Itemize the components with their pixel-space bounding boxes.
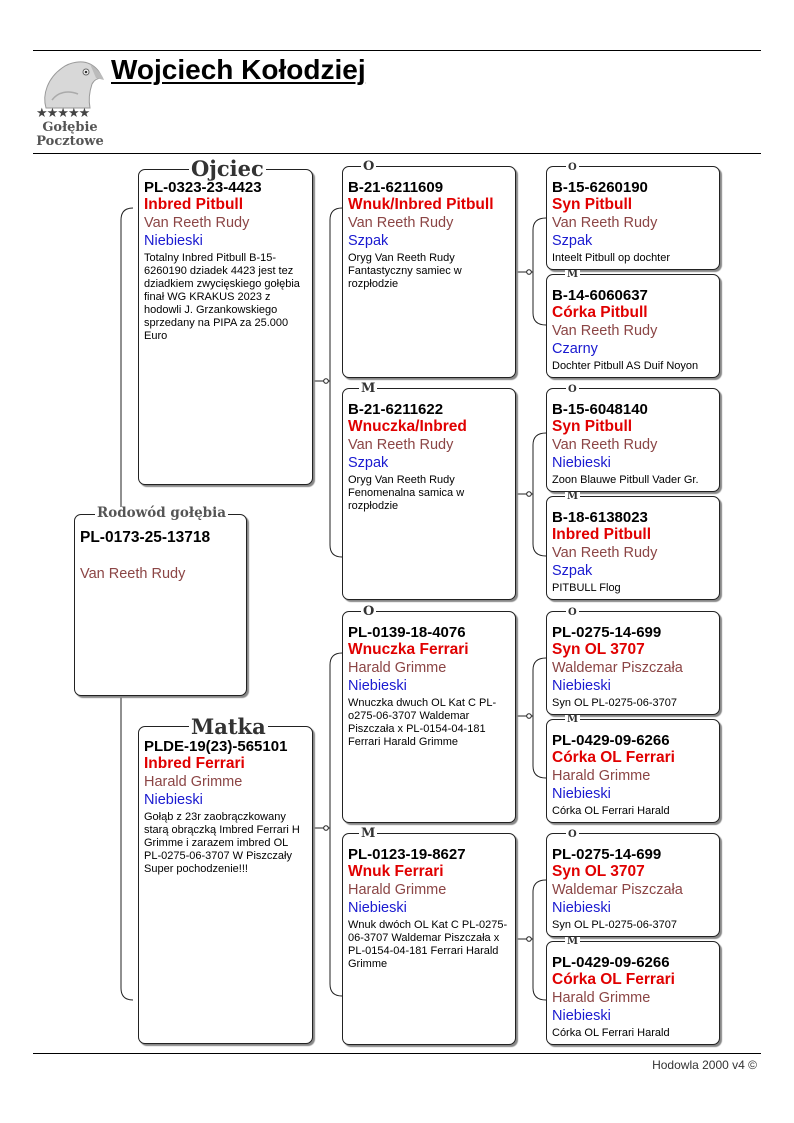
mmm-color: Niebieski: [552, 1008, 611, 1024]
mff-ring-number: PL-0275-14-699: [552, 624, 662, 641]
ff-label: O: [363, 159, 375, 174]
fff-name: Syn Pitbull: [552, 196, 633, 213]
fmf-color: Niebieski: [552, 455, 611, 471]
mmf-description: Syn OL PL-0275-06-3707: [552, 919, 677, 931]
ffm-owner: Van Reeth Rudy: [552, 323, 658, 339]
mff-description: Syn OL PL-0275-06-3707: [552, 697, 677, 709]
mm-label: M: [361, 826, 376, 841]
mmm-card[interactable]: [546, 941, 720, 1045]
subject-owner: Van Reeth Rudy: [80, 566, 186, 582]
ff-color: Szpak: [348, 233, 389, 249]
mff-owner: Waldemar Piszczała: [552, 660, 683, 676]
subject-label: Rodowód gołębia: [97, 505, 226, 521]
fm-name: Wnuczka/Inbred: [348, 418, 467, 435]
subject-card[interactable]: [74, 514, 247, 696]
mfm-color: Niebieski: [552, 786, 611, 802]
fmm-name: Inbred Pitbull: [552, 526, 652, 543]
mfm-description: Córka OL Ferrari Harald: [552, 805, 670, 817]
mmf-owner: Waldemar Piszczała: [552, 882, 683, 898]
mother-color: Niebieski: [144, 792, 203, 808]
mmm-name: Córka OL Ferrari: [552, 971, 675, 988]
ffm-color: Czarny: [552, 341, 598, 357]
mother-label: Matka: [191, 714, 266, 739]
fm-ring-number: B-21-6211622: [348, 401, 444, 418]
mff-color: Niebieski: [552, 678, 611, 694]
mff-card[interactable]: [546, 611, 720, 715]
fmm-color: Szpak: [552, 563, 593, 579]
mm-color: Niebieski: [348, 900, 407, 916]
mmm-label: M: [567, 936, 579, 947]
mm-name: Wnuk Ferrari: [348, 863, 444, 880]
logo-text-line2: Pocztowe: [36, 134, 104, 149]
fmf-label: O: [568, 384, 577, 395]
mfm-ring-number: PL-0429-09-6266: [552, 732, 670, 749]
fmf-card[interactable]: [546, 388, 720, 492]
mf-card[interactable]: [342, 611, 516, 823]
mf-label: O: [363, 604, 375, 619]
fff-ring-number: B-15-6260190: [552, 179, 648, 196]
mm-description: Wnuk dwóch OL Kat C PL-0275-06-3707 Waldemar Piszczała x PL-0154-04-181 Ferrari Harald Grimme: [348, 919, 508, 970]
mfm-name: Córka OL Ferrari: [552, 749, 675, 766]
fmm-label: M: [567, 491, 579, 502]
fmm-card[interactable]: [546, 496, 720, 600]
fm-color: Szpak: [348, 455, 389, 471]
fmf-description: Zoon Blauwe Pitbull Vader Gr.: [552, 474, 699, 486]
ffm-description: Dochter Pitbull AS Duif Noyon: [552, 360, 699, 372]
footer-credit: Hodowla 2000 v4 ©: [652, 1058, 757, 1072]
mm-ring-number: PL-0123-19-8627: [348, 846, 466, 863]
father-ring-number: PL-0323-23-4423: [144, 179, 262, 196]
fm-label: M: [361, 381, 376, 396]
mmm-ring-number: PL-0429-09-6266: [552, 954, 670, 971]
mother-description: Gołąb z 23r zaobrączkowany starą obrączką Imbred Ferrari H Grimme i zarazem imbred OL PL-0275-06-3707 W Piszczały Super pochodzenie!!!: [144, 811, 300, 875]
fmm-description: PITBULL Flog: [552, 582, 621, 594]
mff-name: Syn OL 3707: [552, 641, 645, 658]
mother-name: Inbred Ferrari: [144, 755, 245, 772]
ffm-label: M: [567, 269, 579, 280]
mother-ring-number: PLDE-19(23)-565101: [144, 738, 288, 755]
fm-owner: Van Reeth Rudy: [348, 437, 454, 453]
mmf-label: O: [568, 829, 577, 840]
mmm-description: Córka OL Ferrari Harald: [552, 1027, 670, 1039]
ff-owner: Van Reeth Rudy: [348, 215, 454, 231]
mmf-name: Syn OL 3707: [552, 863, 645, 880]
mf-ring-number: PL-0139-18-4076: [348, 624, 466, 641]
fff-color: Szpak: [552, 233, 593, 249]
fmf-owner: Van Reeth Rudy: [552, 437, 658, 453]
father-card[interactable]: [138, 169, 313, 485]
breeder-name: Wojciech Kołodziej: [111, 54, 366, 85]
logo-text-line1: Gołębie: [42, 120, 98, 135]
fmm-owner: Van Reeth Rudy: [552, 545, 658, 561]
mfm-label: M: [567, 714, 579, 725]
mfm-owner: Harald Grimme: [552, 768, 651, 784]
mfm-card[interactable]: [546, 719, 720, 823]
mf-name: Wnuczka Ferrari: [348, 641, 469, 658]
father-owner: Van Reeth Rudy: [144, 215, 250, 231]
father-label: Ojciec: [191, 156, 264, 181]
mm-card[interactable]: [342, 833, 516, 1045]
ffm-card[interactable]: [546, 274, 720, 378]
fff-card[interactable]: [546, 166, 720, 270]
mother-card[interactable]: [138, 726, 313, 1044]
ff-name: Wnuk/Inbred Pitbull: [348, 196, 494, 213]
fff-description: Inteelt Pitbull op dochter: [552, 252, 671, 264]
father-name: Inbred Pitbull: [144, 196, 244, 213]
fmf-ring-number: B-15-6048140: [552, 401, 648, 418]
stars-icon: ★★★★★: [36, 106, 90, 121]
subject-ring-number: PL-0173-25-13718: [80, 529, 211, 546]
fff-label: O: [568, 162, 577, 173]
mmf-ring-number: PL-0275-14-699: [552, 846, 662, 863]
fm-card[interactable]: [342, 388, 516, 600]
mff-label: O: [568, 607, 577, 618]
mf-description: Wnuczka dwuch OL Kat C PL-o275-06-3707 Waldemar Piszczała x PL-0154-04-181 Ferrari Harald Grimme: [348, 697, 497, 748]
fff-owner: Van Reeth Rudy: [552, 215, 658, 231]
mmm-owner: Harald Grimme: [552, 990, 651, 1006]
ff-card[interactable]: [342, 166, 516, 378]
father-color: Niebieski: [144, 233, 203, 249]
ff-description: Oryg Van Reeth Rudy Fantastyczny samiec w rozpłodzie: [348, 252, 462, 290]
fmf-name: Syn Pitbull: [552, 418, 633, 435]
ffm-name: Córka Pitbull: [552, 304, 648, 321]
mmf-card[interactable]: [546, 833, 720, 937]
mf-owner: Harald Grimme: [348, 660, 447, 676]
mf-color: Niebieski: [348, 678, 407, 694]
fm-description: Oryg Van Reeth Rudy Fenomenalna samica w rozpłodzie: [348, 474, 465, 512]
father-description: Totalny Inbred Pitbull B-15-6260190 dziadek 4423 jest tez dziadkiem zwycięskiego gołębia finał WG KRAKUS 2023 z hodowli J. Grzankowskiego sprzedany na PIPA za 25.000 Euro: [144, 252, 300, 342]
ff-ring-number: B-21-6211609: [348, 179, 444, 196]
ffm-ring-number: B-14-6060637: [552, 287, 648, 304]
mm-owner: Harald Grimme: [348, 882, 447, 898]
fmm-ring-number: B-18-6138023: [552, 509, 648, 526]
mother-owner: Harald Grimme: [144, 774, 243, 790]
mmf-color: Niebieski: [552, 900, 611, 916]
